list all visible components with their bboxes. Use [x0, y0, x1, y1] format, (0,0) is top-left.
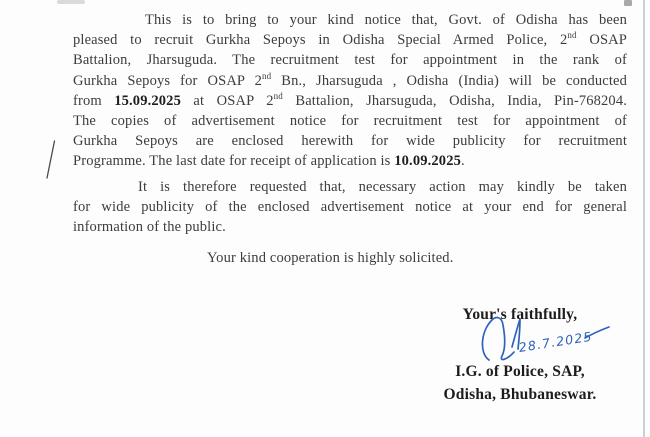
body-line: Gurkha Sepoys for OSAP 2nd Bn., Jharsuguda , Odisha (India) will be conducted: [73, 70, 627, 89]
valediction: Your's faithfully,: [462, 306, 578, 323]
body-line: for wide publicity of the enclosed advertisement notice at your end for general: [73, 199, 627, 216]
body-line: information of the public.: [73, 219, 226, 236]
cooperation-line: Your kind cooperation is highly solicited.: [207, 250, 454, 266]
body-line: Programme. The last date for receipt of application is 10.09.2025.: [73, 153, 465, 170]
signatory-designation: I.G. of Police, SAP,: [455, 363, 585, 380]
scan-artifact: [57, 0, 85, 4]
margin-tick-mark: [42, 136, 60, 182]
body-line: Gurkha Sepoys are enclosed herewith for wide publicity for recruitment: [73, 133, 627, 150]
signatory-block: [425, 360, 615, 406]
paragraph-recruitment-notice: [73, 10, 627, 172]
page-edge-line: [643, 0, 645, 437]
body-line: from 15.09.2025 at OSAP 2nd Battalion, Jharsuguda, Odisha, India, Pin-768204.: [73, 90, 628, 109]
body-line: This is to bring to your kind notice that, Govt. of Odisha has been: [145, 12, 627, 28]
signatory-location: Odisha, Bhubaneswar.: [443, 386, 597, 403]
scan-artifact: [624, 0, 632, 6]
body-line: pleased to recruit Gurkha Sepoys in Odisha Special Armed Police, 2nd OSAP: [73, 30, 627, 49]
body-line: It is therefore requested that, necessary action may kindly be taken: [138, 179, 627, 195]
body-line: The copies of advertisement notice for recruitment test for appointment of: [73, 113, 627, 130]
handwritten-date: 28.7.2025: [517, 328, 594, 355]
body-line: Battalion, Jharsuguda. The recruitment test for appointment in the rank of: [73, 52, 627, 69]
paragraph-request-action: [73, 177, 627, 238]
